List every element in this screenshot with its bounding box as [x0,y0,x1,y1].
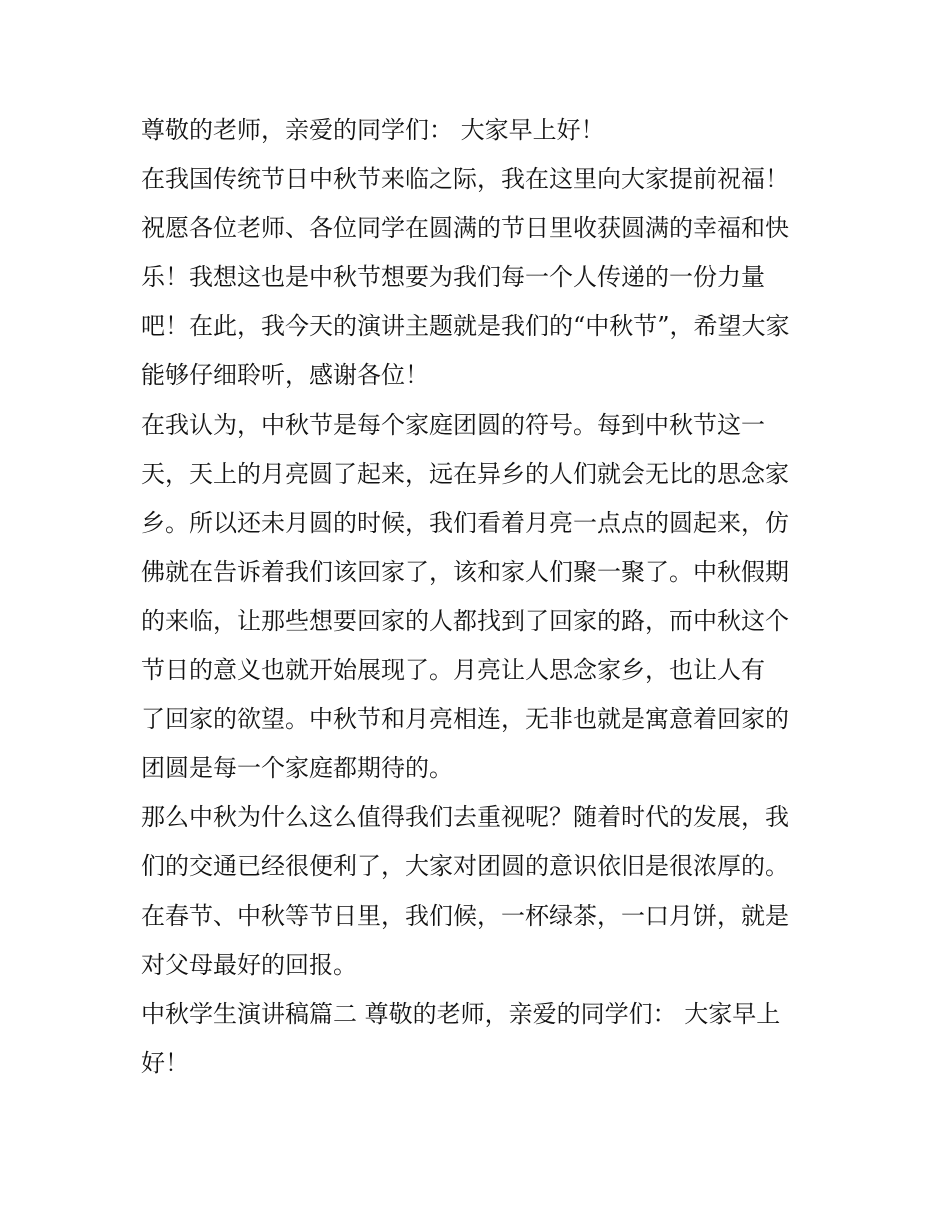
text-line: 团圆是每一个家庭都期待的。 [141,754,453,783]
text-line: 吧！在此，我今天的演讲主题就是我们的“中秋节”，希望大家 [141,312,790,341]
text-line: 节日的意义也就开始展现了。月亮让人思念家乡，也让人有 [141,656,765,685]
document-body [141,106,813,1088]
text-line: 了回家的欲望。中秋节和月亮相连，无非也就是寓意着回家的 [141,705,789,734]
text-line: 乡。所以还未月圆的时候，我们看着月亮一点点的圆起来，仿 [141,508,789,537]
text-line: 佛就在告诉着我们该回家了，该和家人们聚一聚了。中秋假期 [141,557,789,586]
text-line: 在我国传统节日中秋节来临之际，我在这里向大家提前祝福！ [141,165,789,194]
text-line: 对父母最好的回报。 [141,950,357,979]
text-line: 那么中秋为什么这么值得我们去重视呢？随着时代的发展，我 [141,803,789,832]
text-line: 在我认为，中秋节是每个家庭团圆的符号。每到中秋节这一 [141,410,765,439]
text-line: 的来临，让那些想要回家的人都找到了回家的路，而中秋这个 [141,606,789,635]
text-line: 祝愿各位老师、各位同学在圆满的节日里收获圆满的幸福和快 [141,214,789,243]
text-line: 乐！我想这也是中秋节想要为我们每一个人传递的一份力量 [141,263,765,292]
text-line: 好！ [141,1048,189,1077]
text-line: 在春节、中秋等节日里，我们候，一杯绿茶，一口月饼，就是 [141,901,789,930]
text-line: 能够仔细聆听，感谢各位！ [141,361,429,390]
text-line: 们的交通已经很便利了，大家对团圆的意识依旧是很浓厚的。 [141,852,789,881]
text-line: 中秋学生演讲稿篇二 尊敬的老师，亲爱的同学们： 大家早上 [141,999,781,1028]
text-line: 尊敬的老师，亲爱的同学们： 大家早上好！ [141,116,605,144]
text-line: 天，天上的月亮圆了起来，远在异乡的人们就会无比的思念家 [141,459,789,488]
